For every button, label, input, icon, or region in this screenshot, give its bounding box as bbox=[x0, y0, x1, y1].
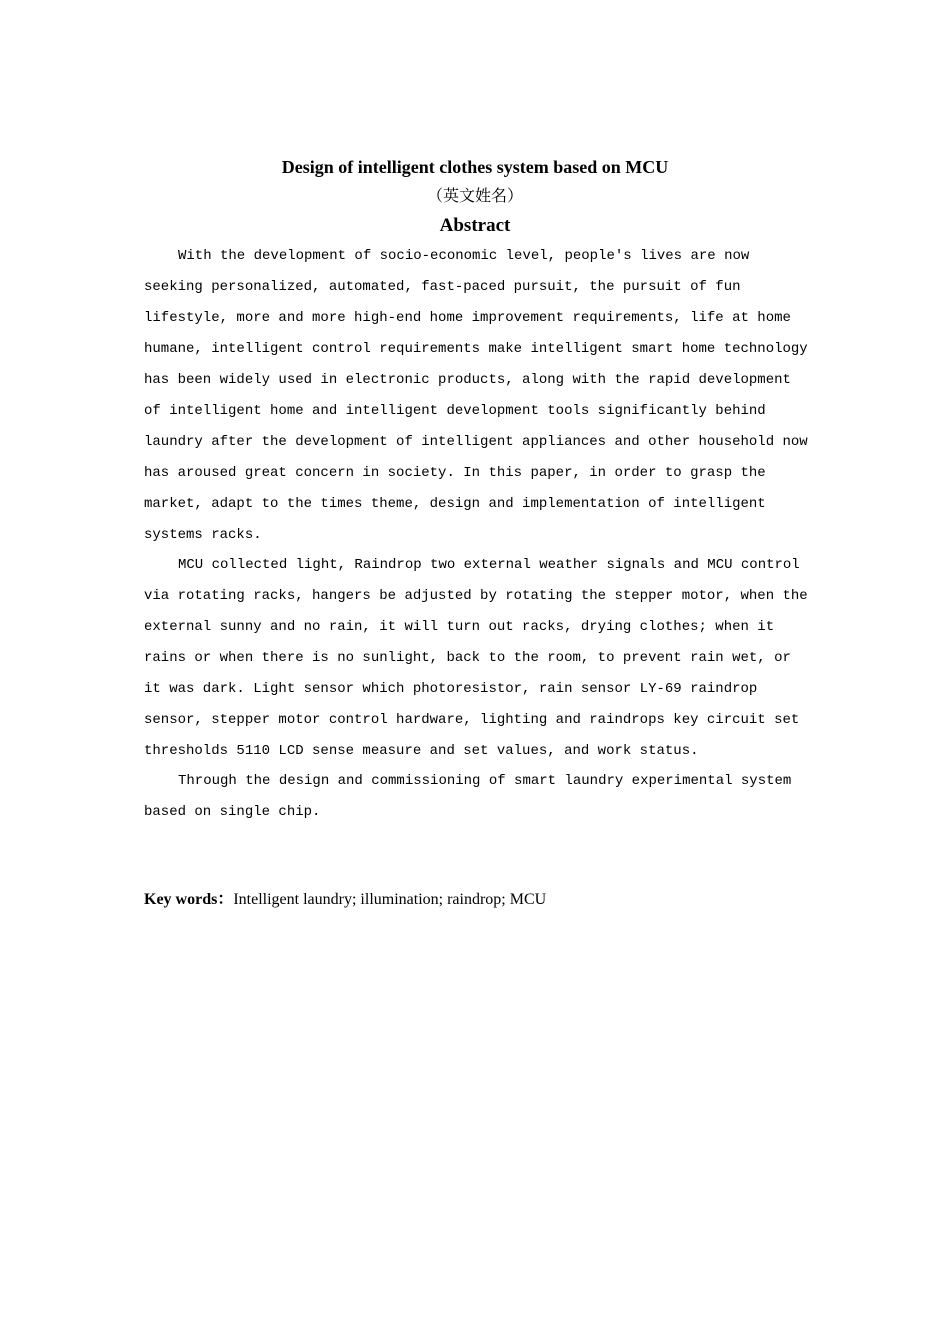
paragraph-line: systems racks. bbox=[144, 527, 262, 543]
paragraph-line: of intelligent home and intelligent development tools significantly behind bbox=[144, 403, 766, 419]
paragraph-line: has been widely used in electronic products, along with the rapid development bbox=[144, 372, 791, 388]
document-title: Design of intelligent clothes system based on MCU bbox=[281, 157, 669, 177]
paragraph-line: sensor, stepper motor control hardware, lighting and raindrops key circuit set bbox=[144, 712, 800, 728]
paragraph-line: thresholds 5110 LCD sense measure and set values, and work status. bbox=[144, 743, 699, 759]
paragraph-line: Through the design and commissioning of smart laundry experimental system bbox=[178, 773, 792, 789]
paragraph-line: has aroused great concern in society. In this paper, in order to grasp the bbox=[144, 465, 766, 481]
paragraph-line: market, adapt to the times theme, design and implementation of intelligent bbox=[144, 496, 766, 512]
paragraph-line: it was dark. Light sensor which photoresistor, rain sensor LY-69 raindrop bbox=[144, 681, 758, 697]
abstract-paragraph-3 bbox=[144, 766, 814, 828]
paragraph-line: lifestyle, more and more high-end home improvement requirements, life at home bbox=[144, 310, 791, 326]
paragraph-line: humane, intelligent control requirements make intelligent smart home technology bbox=[144, 341, 808, 357]
author-name-placeholder: （英文姓名） bbox=[426, 186, 523, 205]
abstract-heading: Abstract bbox=[439, 215, 511, 236]
abstract-paragraph-2 bbox=[144, 550, 814, 767]
paragraph-line: laundry after the development of intelligent appliances and other household now bbox=[144, 434, 808, 450]
paragraph-line: MCU collected light, Raindrop two external weather signals and MCU control bbox=[178, 557, 800, 573]
paragraph-line: based on single chip. bbox=[144, 804, 321, 820]
paragraph-line: seeking personalized, automated, fast-paced pursuit, the pursuit of fun bbox=[144, 279, 741, 295]
keywords-line bbox=[144, 888, 546, 912]
keywords-label: Key words： bbox=[144, 891, 234, 908]
paragraph-line: via rotating racks, hangers be adjusted by rotating the stepper motor, when the bbox=[144, 588, 808, 604]
keywords-value: Intelligent laundry; illumination; raindrop; MCU bbox=[233, 891, 547, 908]
abstract-paragraph-1 bbox=[144, 241, 814, 551]
paragraph-line: rains or when there is no sunlight, back to the room, to prevent rain wet, or bbox=[144, 650, 791, 666]
paragraph-line: external sunny and no rain, it will turn out racks, drying clothes; when it bbox=[144, 619, 775, 635]
paragraph-line: With the development of socio-economic level, people's lives are now bbox=[178, 248, 750, 264]
